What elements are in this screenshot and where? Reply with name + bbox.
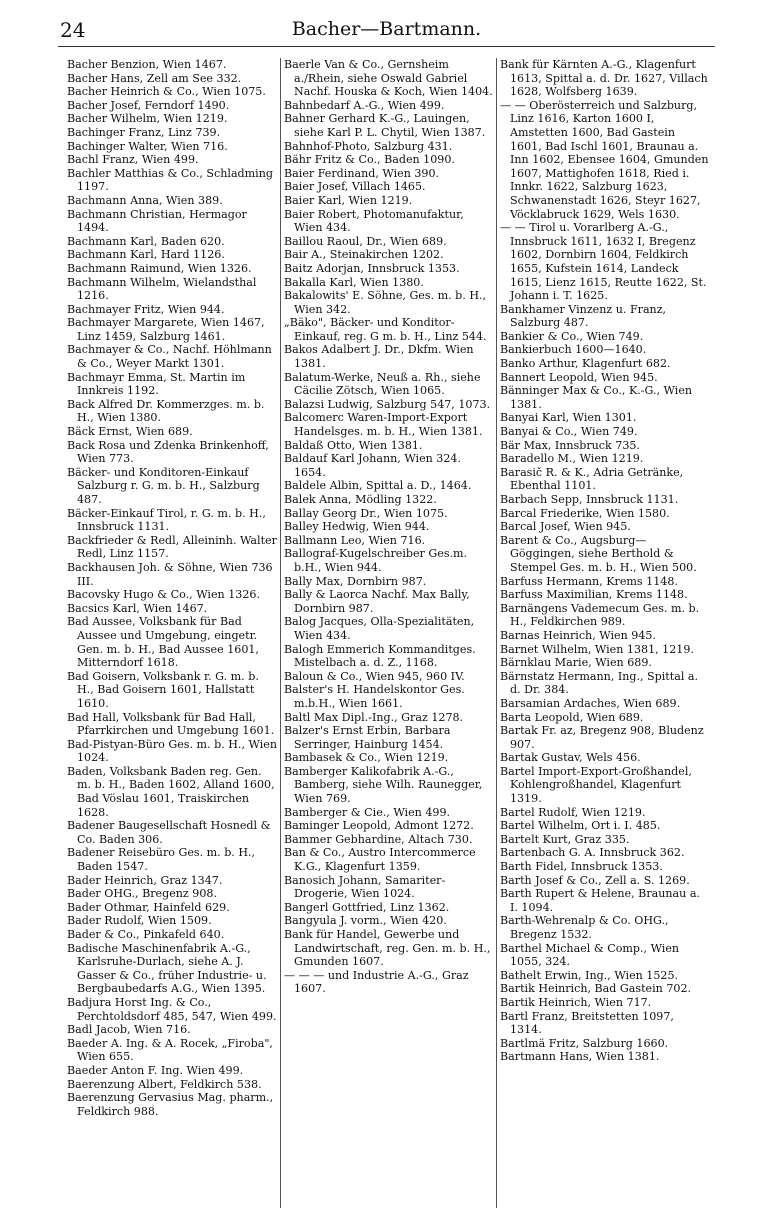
directory-entry: Bartmann Hans, Wien 1381. (500, 1050, 660, 1064)
directory-entry: Bär Max, Innsbruck 735. (500, 438, 640, 452)
directory-entry: Backfrieder & Redl, Alleininh. Walter Redl, Linz 1157. (67, 533, 277, 561)
directory-entry: Bartl Franz, Breitstetten 1097, 1314. (500, 1009, 674, 1037)
directory-entry: Baier Ferdinand, Wien 390. (284, 166, 440, 180)
directory-entry: Bachmann Christian, Hermagor 1494. (67, 207, 247, 235)
directory-entry: Back Rosa und Zdenka Brinkenhoff, Wien 773. (67, 438, 269, 466)
directory-entry: Backhausen Joh. & Söhne, Wien 736 III. (67, 560, 273, 588)
directory-entry: Balley Hedwig, Wien 944. (284, 520, 430, 534)
directory-entry: Bakos Adalbert J. Dr., Dkfm. Wien 1381. (284, 343, 474, 371)
directory-entry: Bartel Wilhelm, Ort i. I. 485. (500, 819, 661, 833)
directory-entry: Barth Rupert & Helene, Braunau a. I. 1094. (500, 887, 700, 914)
directory-entry: Bank für Handel, Gewerbe und Landwirtschaft, reg. Gen. m. b. H., Gmunden 1607. (284, 928, 491, 969)
directory-entry: Back Alfred Dr. Kommerzges. m. b. H., Wien 1380. (67, 397, 265, 425)
directory-entry: Baldele Albin, Spittal a. D., 1464. (284, 479, 472, 493)
directory-entry: Bahnhof-Photo, Salzburg 431. (284, 139, 453, 153)
directory-entry: Baeder Anton F. Ing. Wien 499. (67, 1063, 244, 1077)
directory-entry: Barfuss Maximilian, Krems 1148. (500, 588, 688, 602)
directory-entry: Bachmann Raimund, Wien 1326. (67, 261, 252, 275)
page-number: 24 (60, 18, 86, 42)
directory-entry: Barnas Heinrich, Wien 945. (500, 628, 656, 642)
directory-entry: Balazsi Ludwig, Salzburg 547, 1073. (284, 397, 491, 411)
directory-entry: Barcal Josef, Wien 945. (500, 520, 631, 534)
directory-entry: Bannert Leopold, Wien 945. (500, 370, 658, 384)
directory-entry: Balzer's Ernst Erbin, Barbara Serringer, Hainburg 1454. (284, 724, 451, 751)
directory-entry: Badl Jacob, Wien 716. (67, 1023, 191, 1037)
directory-entry: Barth-Wehrenalp & Co. OHG., Bregenz 1532. (500, 914, 669, 941)
directory-entry: Baerle Van & Co., Gernsheim a./Rhein, siehe Oswald Gabriel Nachf. Houska & Koch, Wien 1404. (284, 58, 493, 99)
directory-entry: Bachmann Karl, Hard 1126. (67, 248, 225, 262)
directory-entry: Bähr Fritz & Co., Baden 1090. (284, 153, 455, 167)
directory-entry: Bartel Rudolf, Wien 1219. (500, 805, 646, 819)
column-right (496, 58, 712, 1208)
directory-entry: Badische Maschinenfabrik A.-G., Karlsruhe-Durlach, siehe A. J. Gasser & Co., früher Industrie- u. Bergbaubedarfs A.G., Wien 1395. (67, 941, 267, 996)
directory-entry: Barnet Wilhelm, Wien 1381, 1219. (500, 642, 694, 656)
directory-entry: Bahnbedarf A.-G., Wien 499. (284, 98, 445, 112)
directory-entry: Balatum-Werke, Neuß a. Rh., siehe Cäcilie Zötsch, Wien 1065. (284, 370, 481, 398)
directory-entry: Bäcker-Einkauf Tirol, r. G. m. b. H., Innsbruck 1131. (67, 506, 266, 534)
directory-entry: Bärnstatz Hermann, Ing., Spittal a. d. Dr. 384. (500, 669, 699, 697)
directory-entry: Barth Fidel, Innsbruck 1353. (500, 860, 663, 874)
directory-entry: Bakalla Karl, Wien 1380. (284, 275, 424, 289)
directory-entry: Bad Goisern, Volksbank r. G. m. b. H., Bad Goisern 1601, Hallstatt 1610. (67, 669, 259, 710)
directory-entry: Baier Robert, Photomanufaktur, Wien 434. (284, 207, 464, 235)
directory-entry: Banyai & Co., Wien 749. (500, 425, 638, 439)
directory-entry: Bartlmä Fritz, Salzburg 1660. (500, 1036, 669, 1050)
directory-entry: Bamberger & Cie., Wien 499. (284, 805, 451, 819)
column-middle (280, 58, 496, 1208)
directory-entry: Bachinger Walter, Wien 716. (67, 139, 228, 153)
directory-entry: Bachmayer Margarete, Wien 1467, Linz 1459, Salzburg 1461. (67, 316, 265, 343)
directory-entry: Bachmann Karl, Baden 620. (67, 234, 225, 248)
directory-entry: Bachl Franz, Wien 499. (67, 153, 199, 167)
directory-entry: Baerenzung Albert, Feldkirch 538. (67, 1077, 262, 1091)
directory-entry: Ballograf-Kugelschreiber Ges.m. b.H., Wien 944. (284, 547, 468, 574)
directory-entry: Bad-Pistyan-Büro Ges. m. b. H., Wien 1024. (67, 737, 277, 765)
directory-entry: Baitz Adorjan, Innsbruck 1353. (284, 261, 460, 275)
directory-entry: Bader Othmar, Hainfeld 629. (67, 900, 230, 914)
directory-entry: Baden, Volksbank Baden reg. Gen. m. b. H., Baden 1602, Alland 1600, Bad Vöslau 1601, Traiskirchen 1628. (67, 764, 275, 819)
directory-entry: Bäck Ernst, Wien 689. (67, 425, 193, 439)
directory-entry: Bachmann Anna, Wien 389. (67, 193, 223, 207)
directory-entry: Badjura Horst Ing. & Co., Perchtoldsdorf 485, 547, Wien 499. (67, 995, 277, 1023)
directory-entry: Bankhamer Vinzenz u. Franz, Salzburg 487. (500, 302, 667, 330)
directory-entry: — — Tirol u. Vorarlberg A.-G., Innsbruck 1611, 1632 I, Bregenz 1602, Dornbirn 1604, Feldkirch 1655, Kufstein 1614, Landeck 1615, Lienz 1615, Reutte 1622, St. Johann i. T. 1625. (500, 221, 707, 303)
directory-entry: Bartak Fr. az, Bregenz 908, Bludenz 907. (500, 724, 704, 751)
directory-entry: Bank für Kärnten A.-G., Klagenfurt 1613, Spittal a. d. Dr. 1627, Villach 1628, Wolfsberg 1639. (500, 58, 708, 99)
directory-entry: Barbach Sepp, Innsbruck 1131. (500, 493, 679, 506)
directory-entry: Banyai Karl, Wien 1301. (500, 411, 637, 425)
directory-entry: Bacovsky Hugo & Co., Wien 1326. (67, 588, 260, 602)
directory-entry: Bangyula J. vorm., Wien 420. (284, 914, 447, 928)
directory-entry: Banosich Johann, Samariter-Drogerie, Wien 1024. (284, 873, 446, 901)
directory-entry: Bamberger Kalikofabrik A.-G., Bamberg, siehe Wilh. Raunegger, Wien 769. (284, 764, 483, 806)
directory-entry: Barth Josef & Co., Zell a. S. 1269. (500, 873, 690, 887)
directory-entry: Bader OHG., Bregenz 908. (67, 887, 217, 901)
directory-entry: Bacher Hans, Zell am See 332. (67, 71, 242, 85)
directory-entry: Bachmayr Emma, St. Martin im Innkreis 1192. (67, 370, 246, 398)
entry-columns (64, 58, 714, 1208)
directory-entry: Barasič R. & K., Adria Getränke, Ebenthal 1101. (500, 465, 684, 493)
directory-entry: Baldaß Otto, Wien 1381. (284, 438, 423, 452)
directory-entry: Barent & Co., Augsburg—Göggingen, siehe Berthold & Stempel Ges. m. b. H., Wien 500. (500, 533, 697, 574)
directory-entry: Bad Hall, Volksbank für Bad Hall, Pfarrkirchen und Umgebung 1601. (67, 710, 275, 738)
directory-entry: Bartenbach G. A. Innsbruck 362. (500, 846, 685, 860)
directory-entry: Bäcker- und Konditoren-Einkauf Salzburg r. G. m. b. H., Salzburg 487. (67, 465, 260, 506)
directory-entry: Bachler Matthias & Co., Schladming 1197. (67, 166, 273, 194)
directory-entry: Baeder A. Ing. & A. Rocek, „Firoba", Wien 655. (67, 1036, 273, 1064)
directory-entry: Barfuss Hermann, Krems 1148. (500, 574, 678, 588)
directory-entry: Bärnklau Marie, Wien 689. (500, 656, 652, 670)
page-header (0, 0, 773, 52)
directory-entry: Baminger Leopold, Admont 1272. (284, 819, 474, 833)
directory-entry: Baier Karl, Wien 1219. (284, 193, 413, 207)
directory-entry: Balcomerc Waren-Import-Export Handelsges. m. b. H., Wien 1381. (284, 411, 483, 439)
directory-entry: Bakalowits' E. Söhne, Ges. m. b. H., Wien 342. (284, 289, 487, 316)
directory-entry: Ballmann Leo, Wien 716. (284, 533, 426, 547)
directory-entry: Bacher Josef, Ferndorf 1490. (67, 98, 230, 112)
running-head: Bacher—Bartmann. (291, 18, 482, 40)
directory-entry: Bachinger Franz, Linz 739. (67, 125, 221, 139)
directory-entry: Bankier & Co., Wien 749. (500, 329, 644, 343)
directory-entry: Bartel Import-Export-Großhandel, Kohlengroßhandel, Klagenfurt 1319. (500, 764, 692, 806)
directory-entry: Barnängens Vademecum Ges. m. b. H., Feldkirchen 989. (500, 601, 700, 629)
directory-entry: Bangerl Gottfried, Linz 1362. (284, 900, 450, 914)
directory-entry: Barcal Friederike, Wien 1580. (500, 506, 670, 520)
directory-entry: — — — und Industrie A.-G., Graz 1607. (284, 968, 469, 996)
directory-entry: Baltl Max Dipl.-Ing., Graz 1278. (284, 710, 464, 724)
directory-entry: Bader Heinrich, Graz 1347. (67, 873, 223, 887)
header-rule (58, 46, 715, 47)
directory-entry: Ban & Co., Austro Intercommerce K.G., Klagenfurt 1359. (284, 846, 476, 874)
directory-entry: Baloun & Co., Wien 945, 960 IV. (284, 669, 465, 683)
directory-entry: Bader & Co., Pinkafeld 640. (67, 928, 225, 941)
directory-entry: Bachmayer & Co., Nachf. Höhlmann & Co., Weyer Markt 1301. (67, 343, 272, 371)
directory-entry: Bacher Wilhelm, Wien 1219. (67, 112, 228, 126)
directory-entry: Balster's H. Handelskontor Ges. m.b.H., Wien 1661. (284, 683, 465, 710)
directory-entry: Bad Aussee, Volksbank für Bad Aussee und Umgebung, eingetr. Gen. m. b. H., Bad Aussee 1601, Mitterndorf 1618. (67, 615, 259, 670)
directory-entry: Bair A., Steinakirchen 1202. (284, 248, 444, 262)
directory-entry: Banko Arthur, Klagenfurt 682. (500, 357, 671, 371)
directory-entry: Balogh Emmerich Kommanditges. Mistelbach a. d. Z., 1168. (284, 642, 476, 670)
directory-entry: Bänninger Max & Co., K.-G., Wien 1381. (500, 384, 693, 411)
directory-entry: Baldauf Karl Johann, Wien 324. 1654. (284, 452, 462, 479)
directory-entry: Baillou Raoul, Dr., Wien 689. (284, 234, 447, 248)
directory-entry: Bammer Gebhardine, Altach 730. (284, 832, 473, 846)
directory-entry: Balog Jacques, Olla-Spezialitäten, Wien 434. (284, 615, 475, 642)
directory-entry: Ballay Georg Dr., Wien 1075. (284, 506, 448, 520)
directory-entry: Bachmayer Fritz, Wien 944. (67, 302, 225, 316)
directory-entry: Balek Anna, Mödling 1322. (284, 493, 437, 506)
directory-entry: Bartak Gustav, Wels 456. (500, 751, 641, 765)
directory-entry: — — Oberösterreich und Salzburg, Linz 1616, Karton 1600 I, Amstetten 1600, Bad Gastein 1601, Bad Ischl 1601, Braunau a. Inn 1602, Ebensee 1604, Gmunden 1607, Mattighofen 1618, Ried i. Innkr. 1622, Salzburg 1623, Schwanenstadt 1626, Steyr 1627, Vöcklabruck 1629, Wels 1630. (500, 98, 709, 221)
directory-entry: Bader Rudolf, Wien 1509. (67, 914, 212, 928)
directory-entry: Badener Baugesellschaft Hosnedl & Co. Baden 306. (67, 819, 271, 846)
directory-entry: Bacsics Karl, Wien 1467. (67, 601, 208, 615)
directory-entry: Badener Reisebüro Ges. m. b. H., Baden 1547. (67, 846, 256, 874)
directory-entry: Bartik Heinrich, Bad Gastein 702. (500, 982, 692, 996)
directory-entry: Bally & Laorca Nachf. Max Bally, Dornbirn 987. (284, 588, 470, 615)
directory-entry: Bathelt Erwin, Ing., Wien 1525. (500, 968, 679, 982)
directory-entry: Bartelt Kurt, Graz 335. (500, 832, 630, 846)
directory-entry: Bacher Benzion, Wien 1467. (67, 58, 227, 71)
directory-entry: Bacher Heinrich & Co., Wien 1075. (67, 85, 266, 99)
directory-entry: Baier Josef, Villach 1465. (284, 180, 426, 194)
directory-entry: Barsamian Ardaches, Wien 689. (500, 696, 681, 710)
directory-entry: Barta Leopold, Wien 689. (500, 710, 644, 724)
directory-entry: Bahner Gerhard K.-G., Lauingen, siehe Karl P. L. Chytil, Wien 1387. (284, 112, 486, 139)
directory-entry: „Bäko", Bäcker- und Konditor-Einkauf, reg. G m. b. H., Linz 544. (284, 316, 487, 343)
directory-entry: Barthel Michael & Comp., Wien 1055, 324. (500, 941, 680, 969)
directory-entry: Bartik Heinrich, Wien 717. (500, 995, 652, 1009)
directory-entry: Bachmann Wilhelm, Wielandsthal 1216. (67, 275, 257, 303)
column-left (64, 58, 280, 1208)
directory-entry: Bankierbuch 1600—1640. (500, 343, 647, 357)
directory-entry: Bambasek & Co., Wien 1219. (284, 751, 449, 765)
directory-entry: Bally Max, Dornbirn 987. (284, 574, 427, 588)
directory-entry: Baerenzung Gervasius Mag. pharm., Feldkirch 988. (67, 1091, 274, 1118)
directory-entry: Baradello M., Wien 1219. (500, 452, 644, 466)
